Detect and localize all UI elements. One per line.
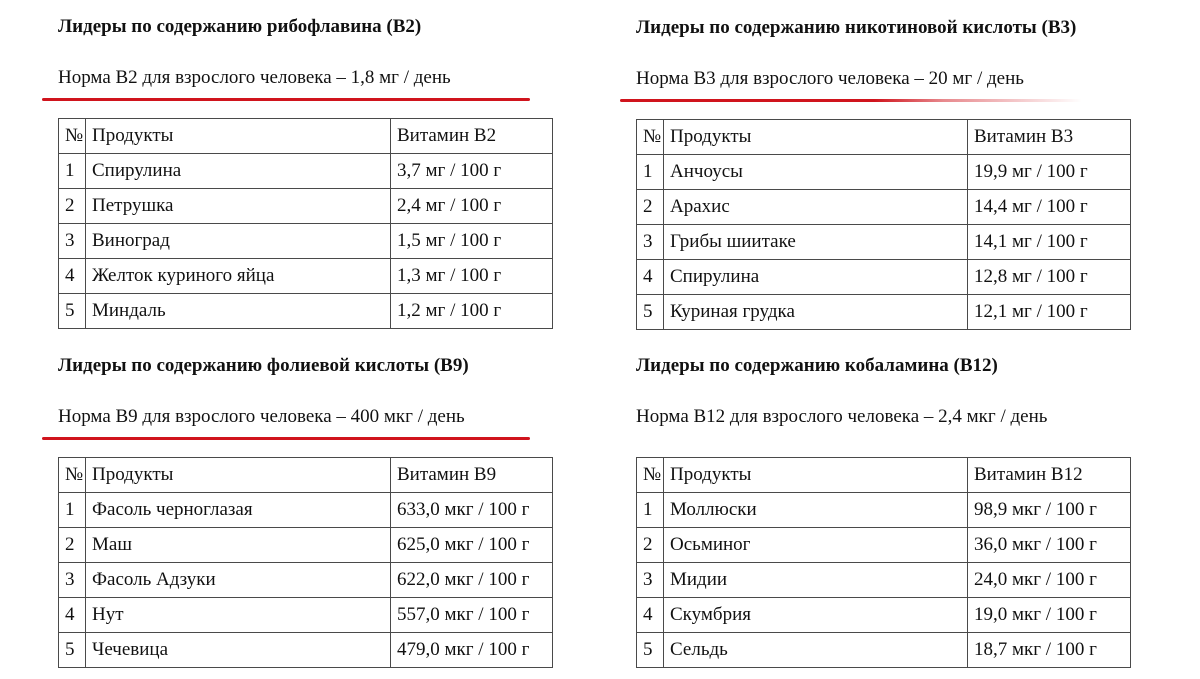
vitamin-amount: 625,0 мкг / 100 г: [391, 528, 553, 563]
vitamin-amount: 1,5 мг / 100 г: [391, 224, 553, 259]
row-number: 3: [637, 225, 664, 260]
vitamin-amount: 18,7 мкг / 100 г: [968, 633, 1131, 668]
product-name: Спирулина: [664, 260, 968, 295]
daily-norm-text: Норма В9 для взрослого человека – 400 мкг / день: [58, 406, 465, 427]
header-vitamin: Витамин В3: [968, 120, 1131, 155]
table-row: [637, 598, 1131, 633]
table-row: [59, 633, 553, 668]
product-name: Фасоль черноглазая: [86, 493, 391, 528]
table-row: [59, 528, 553, 563]
vitamin-amount: 1,3 мг / 100 г: [391, 259, 553, 294]
daily-norm: [636, 404, 1131, 440]
table-header-row: [637, 458, 1131, 493]
header-products: Продукты: [664, 458, 968, 493]
vitamin-amount: 19,0 мкг / 100 г: [968, 598, 1131, 633]
product-name: Скумбрия: [664, 598, 968, 633]
table-row: [59, 493, 553, 528]
table-row: [637, 563, 1131, 598]
table-row: [637, 295, 1131, 330]
table-row: [59, 189, 553, 224]
header-products: Продукты: [86, 458, 391, 493]
vitamin-amount: 12,8 мг / 100 г: [968, 260, 1131, 295]
product-name: Желток куриного яйца: [86, 259, 391, 294]
panel-title: Лидеры по содержанию никотиновой кислоты (В3): [636, 17, 1077, 38]
product-name: Куриная грудка: [664, 295, 968, 330]
product-name: Спирулина: [86, 154, 391, 189]
daily-norm-text: Норма В3 для взрослого человека – 20 мг / день: [636, 68, 1024, 89]
table-row: [59, 224, 553, 259]
row-number: 4: [59, 598, 86, 633]
panel-niacin-b3: [636, 15, 1131, 330]
vitamin-amount: 14,4 мг / 100 г: [968, 190, 1131, 225]
red-underline: [42, 437, 530, 440]
panel-folic-acid-b9: [58, 353, 553, 668]
table-row: [637, 493, 1131, 528]
row-number: 3: [637, 563, 664, 598]
product-name: Сельдь: [664, 633, 968, 668]
vitamin-amount: 12,1 мг / 100 г: [968, 295, 1131, 330]
table-row: [637, 225, 1131, 260]
vitamin-table: [58, 457, 553, 668]
product-name: Чечевица: [86, 633, 391, 668]
row-number: 2: [637, 190, 664, 225]
table-row: [637, 155, 1131, 190]
product-name: Осьминог: [664, 528, 968, 563]
product-name: Виноград: [86, 224, 391, 259]
panel-title: Лидеры по содержанию фолиевой кислоты (В9): [58, 355, 469, 376]
vitamin-table: [58, 118, 553, 329]
vitamin-amount: 3,7 мг / 100 г: [391, 154, 553, 189]
table-header-row: [59, 458, 553, 493]
product-name: Моллюски: [664, 493, 968, 528]
row-number: 1: [637, 155, 664, 190]
row-number: 4: [637, 260, 664, 295]
row-number: 4: [59, 259, 86, 294]
row-number: 2: [637, 528, 664, 563]
daily-norm-text: Норма В12 для взрослого человека – 2,4 мкг / день: [636, 406, 1048, 427]
row-number: 5: [59, 294, 86, 329]
table-row: [59, 598, 553, 633]
product-name: Миндаль: [86, 294, 391, 329]
header-products: Продукты: [664, 120, 968, 155]
header-number: №: [637, 458, 664, 493]
row-number: 2: [59, 189, 86, 224]
product-name: Грибы шиитаке: [664, 225, 968, 260]
vitamin-amount: 98,9 мкг / 100 г: [968, 493, 1131, 528]
vitamin-amount: 633,0 мкг / 100 г: [391, 493, 553, 528]
row-number: 4: [637, 598, 664, 633]
vitamin-amount: 557,0 мкг / 100 г: [391, 598, 553, 633]
table-row: [637, 190, 1131, 225]
row-number: 1: [637, 493, 664, 528]
row-number: 2: [59, 528, 86, 563]
table-header-row: [637, 120, 1131, 155]
red-underline: [42, 98, 530, 101]
daily-norm: [636, 66, 1131, 102]
daily-norm-text: Норма В2 для взрослого человека – 1,8 мг / день: [58, 67, 451, 88]
table-row: [59, 294, 553, 329]
vitamin-amount: 19,9 мг / 100 г: [968, 155, 1131, 190]
product-name: Анчоусы: [664, 155, 968, 190]
vitamin-amount: 36,0 мкг / 100 г: [968, 528, 1131, 563]
vitamin-amount: 622,0 мкг / 100 г: [391, 563, 553, 598]
table-header-row: [59, 119, 553, 154]
daily-norm: [58, 65, 553, 101]
row-number: 5: [637, 633, 664, 668]
table-row: [637, 260, 1131, 295]
row-number: 1: [59, 154, 86, 189]
red-underline: [620, 99, 1082, 102]
product-name: Мидии: [664, 563, 968, 598]
vitamin-amount: 24,0 мкг / 100 г: [968, 563, 1131, 598]
table-row: [59, 259, 553, 294]
row-number: 3: [59, 563, 86, 598]
header-number: №: [59, 119, 86, 154]
panel-title: Лидеры по содержанию кобаламина (В12): [636, 355, 998, 376]
header-vitamin: Витамин В2: [391, 119, 553, 154]
header-number: №: [637, 120, 664, 155]
product-name: Арахис: [664, 190, 968, 225]
row-number: 5: [637, 295, 664, 330]
panel-title: Лидеры по содержанию рибофлавина (В2): [58, 16, 422, 37]
vitamin-amount: 1,2 мг / 100 г: [391, 294, 553, 329]
header-vitamin: Витамин В9: [391, 458, 553, 493]
row-number: 1: [59, 493, 86, 528]
panel-riboflavin-b2: [58, 14, 553, 329]
vitamin-table: [636, 119, 1131, 330]
vitamin-amount: 2,4 мг / 100 г: [391, 189, 553, 224]
table-row: [637, 633, 1131, 668]
panel-cobalamin-b12: [636, 353, 1131, 668]
vitamin-table: [636, 457, 1131, 668]
vitamin-amount: 14,1 мг / 100 г: [968, 225, 1131, 260]
product-name: Маш: [86, 528, 391, 563]
row-number: 3: [59, 224, 86, 259]
table-row: [59, 154, 553, 189]
header-number: №: [59, 458, 86, 493]
table-row: [59, 563, 553, 598]
row-number: 5: [59, 633, 86, 668]
header-vitamin: Витамин В12: [968, 458, 1131, 493]
product-name: Нут: [86, 598, 391, 633]
header-products: Продукты: [86, 119, 391, 154]
product-name: Фасоль Адзуки: [86, 563, 391, 598]
vitamin-amount: 479,0 мкг / 100 г: [391, 633, 553, 668]
product-name: Петрушка: [86, 189, 391, 224]
daily-norm: [58, 404, 553, 440]
table-row: [637, 528, 1131, 563]
